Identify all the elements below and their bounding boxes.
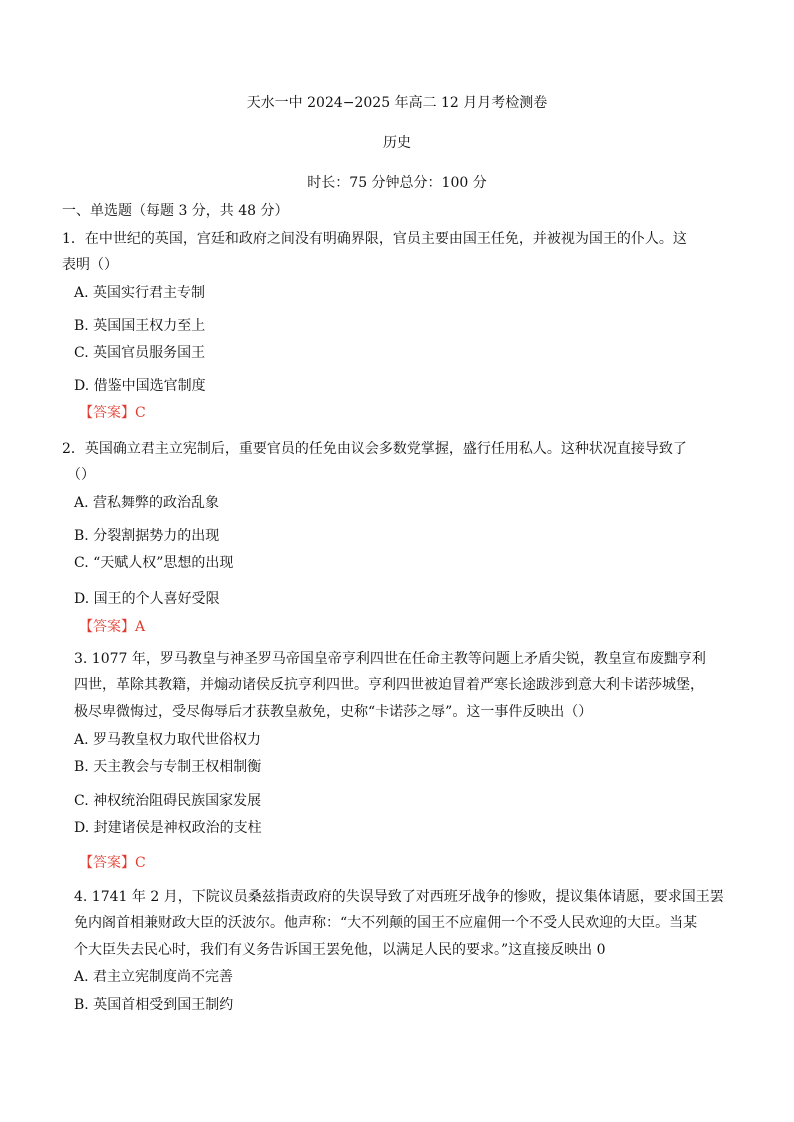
- question-stem-line: 免内阁首相兼财政大臣的沃波尔。他声称：“大不列颠的国王不应雇佣一个不受人民欢迎的大臣。当某: [74, 915, 698, 931]
- option-c: C. “天赋人权”思想的出现: [74, 555, 234, 571]
- option-b: B. 英国国王权力至上: [74, 318, 206, 334]
- question-stem-line: 极尽卑微悔过，受尽侮辱后才获教皇赦免，史称“卡诺莎之辱”。这一事件反映出（）: [74, 704, 593, 720]
- option-b: B. 分裂割据势力的出现: [74, 528, 220, 544]
- answer-label: 【答案】C: [79, 405, 146, 421]
- section-title: 一、单选题（每题 3 分，共 48 分）: [62, 203, 289, 219]
- answer-label: 【答案】A: [79, 619, 146, 635]
- question-stem-line: （）: [67, 467, 95, 483]
- option-c: C. 神权统治阻碍民族国家发展: [74, 793, 262, 809]
- option-b: B. 天主教会与专制王权相制衡: [74, 759, 262, 775]
- option-c: C. 英国官员服务国王: [74, 345, 206, 361]
- option-a: A. 营私舞弊的政治乱象: [74, 495, 220, 511]
- question-stem-line: 4. 1741 年 2 月，下院议员桑兹指责政府的失误导致了对西班牙战争的惨败，提议集体请愿，要求国王罢: [74, 889, 724, 905]
- option-d: D. 借鉴中国选官制度: [74, 378, 206, 394]
- question-stem-line: 3. 1077 年，罗马教皇与神圣罗马帝国皇帝亨利四世在任命主教等问题上矛盾尖锐，教皇宣布废黜亨利: [74, 651, 706, 667]
- question-stem-line: 2．英国确立君主立宪制后，重要官员的任免由议会多数党掌握，盛行任用私人。这种状况直接导致了: [62, 441, 687, 457]
- option-d: D. 国王的个人喜好受限: [74, 591, 220, 607]
- option-a: A. 罗马教皇权力取代世俗权力: [74, 732, 262, 748]
- exam-meta: 时长：75 分钟总分：100 分: [307, 175, 487, 191]
- option-b: B. 英国首相受到国王制约: [74, 997, 234, 1013]
- subject-title: 历史: [383, 135, 411, 151]
- option-d: D. 封建诸侯是神权政治的支柱: [74, 820, 262, 836]
- question-stem-line: 表明（）: [62, 257, 118, 273]
- question-stem-line: 个大臣失去民心时，我们有义务告诉国王罢免他，以满足人民的要求。”这直接反映出 0: [74, 942, 606, 958]
- answer-label: 【答案】C: [79, 855, 146, 871]
- exam-title: 天水一中 2024−2025 年高二 12 月月考检测卷: [246, 95, 548, 111]
- option-a: A. 君主立宪制度尚不完善: [74, 969, 234, 985]
- question-stem-line: 四世，革除其教籍，并煽动诸侯反抗亨利四世。亨利四世被迫冒着严寒长途跋涉到意大利卡诺莎城堡，: [74, 677, 704, 693]
- question-stem-line: 1．在中世纪的英国，宫廷和政府之间没有明确界限，官员主要由国王任免，并被视为国王的仆人。这: [62, 231, 687, 247]
- option-a: A. 英国实行君主专制: [74, 285, 206, 301]
